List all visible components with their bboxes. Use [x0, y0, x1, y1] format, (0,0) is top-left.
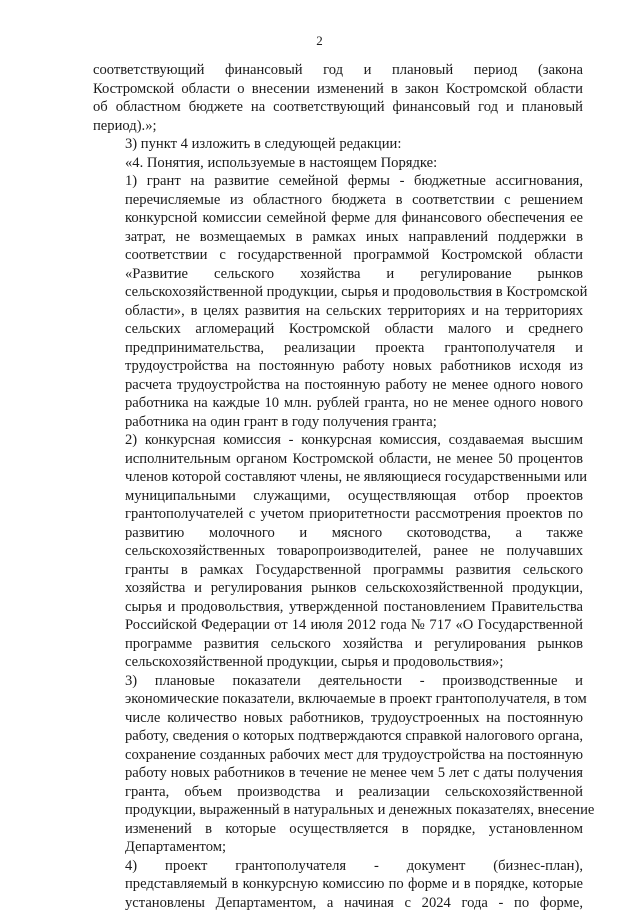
text-line: «4. Понятия, используемые в настоящем Порядке:: [93, 154, 583, 173]
text-line: конкурсной комиссии семейной ферме для финансового обеспечения ее: [93, 209, 583, 228]
text-line: 2) конкурсная комиссия - конкурсная комиссия, создаваемая высшим: [93, 431, 583, 450]
text-line: перечисляемые из областного бюджета в соответствии с решением: [93, 191, 583, 210]
text-line: соответствии с государственной программой Костромской области: [93, 246, 583, 265]
text-line: работника на каждые 10 млн. рублей гранта, но не менее одного нового: [93, 394, 583, 413]
text-line: гранта, объем производства и реализации сельскохозяйственной: [93, 783, 583, 802]
text-line: экономические показатели, включаемые в проект грантополучателя, в том: [93, 690, 583, 709]
paragraph-p7: [93, 857, 583, 912]
text-line: муниципальными служащими, осуществляющая отбор проектов: [93, 487, 583, 506]
text-line: трудоустройства на постоянную работу новых работников исходя из: [93, 357, 583, 376]
text-line: предпринимательства, реализации проекта грантополучателя и: [93, 339, 583, 358]
text-line: Российской Федерации от 14 июля 2012 года № 717 «О Государственной: [93, 616, 583, 635]
text-line: 4) проект грантополучателя - документ (бизнес-план),: [93, 857, 583, 876]
paragraph-p5: [93, 431, 583, 672]
text-line: установлены Департаментом, а начиная с 2024 года - по форме,: [93, 894, 583, 912]
text-line: гранты в рамках Государственной программы развития сельского: [93, 561, 583, 580]
text-line: числе количество новых работников, трудоустроенных на постоянную: [93, 709, 583, 728]
text-line: продукции, выраженный в натуральных и денежных показателях, внесение: [93, 801, 583, 820]
text-line: Костромской области о внесении изменений в закон Костромской области: [93, 80, 583, 99]
text-line: грантополучателей с учетом приоритетности рассмотрения проектов по: [93, 505, 583, 524]
paragraph-p2: [93, 135, 583, 154]
text-line: Департаментом;: [93, 838, 583, 857]
text-line: об областном бюджете на соответствующий финансовый год и плановый: [93, 98, 583, 117]
text-line: работу, сведения о которых подтверждаются справкой налогового органа,: [93, 727, 583, 746]
paragraph-p6: [93, 672, 583, 857]
text-line: исполнительным органом Костромской области, не менее 50 процентов: [93, 450, 583, 469]
paragraph-p1: [93, 61, 583, 135]
text-line: сельскохозяйственной продукции, сырья и продовольствия в Костромской: [93, 283, 583, 302]
text-line: сохранение созданных рабочих мест для трудоустройства на постоянную: [93, 746, 583, 765]
text-line: 3) пункт 4 изложить в следующей редакции:: [93, 135, 583, 154]
text-line: сельскохозяйственных товаропроизводителей, ранее не получавших: [93, 542, 583, 561]
text-line: хозяйства и регулирования рынков сельскохозяйственной продукции,: [93, 579, 583, 598]
paragraph-p4: [93, 172, 583, 431]
text-line: 3) плановые показатели деятельности - производственные и: [93, 672, 583, 691]
text-line: программе развития сельского хозяйства и регулирования рынков: [93, 635, 583, 654]
text-line: области», в целях развития на сельских территориях и на территориях: [93, 302, 583, 321]
text-line: 1) грант на развитие семейной фермы - бюджетные ассигнования,: [93, 172, 583, 191]
text-line: работу новых работников в течение не менее чем 5 лет с даты получения: [93, 764, 583, 783]
text-line: период).»;: [93, 117, 583, 136]
paragraph-p3: [93, 154, 583, 173]
text-line: работника на один грант в году получения гранта;: [93, 413, 583, 432]
page-number: 2: [0, 33, 639, 49]
text-line: расчета трудоустройства на постоянную работу не менее одного нового: [93, 376, 583, 395]
text-line: членов которой составляют члены, не являющиеся государственными или: [93, 468, 583, 487]
text-line: изменений в которые осуществляется в порядке, установленном: [93, 820, 583, 839]
text-line: затрат, не возмещаемых в рамках иных направлений поддержки в: [93, 228, 583, 247]
text-line: развитию молочного и мясного скотоводства, а также: [93, 524, 583, 543]
text-line: сырья и продовольствия, утвержденной постановлением Правительства: [93, 598, 583, 617]
text-line: сельских агломераций Костромской области малого и среднего: [93, 320, 583, 339]
text-line: соответствующий финансовый год и плановый период (закона: [93, 61, 583, 80]
text-line: представляемый в конкурсную комиссию по форме и в порядке, которые: [93, 875, 583, 894]
text-line: «Развитие сельского хозяйства и регулирование рынков: [93, 265, 583, 284]
document-body: [93, 61, 583, 912]
text-line: сельскохозяйственной продукции, сырья и продовольствия»;: [93, 653, 583, 672]
